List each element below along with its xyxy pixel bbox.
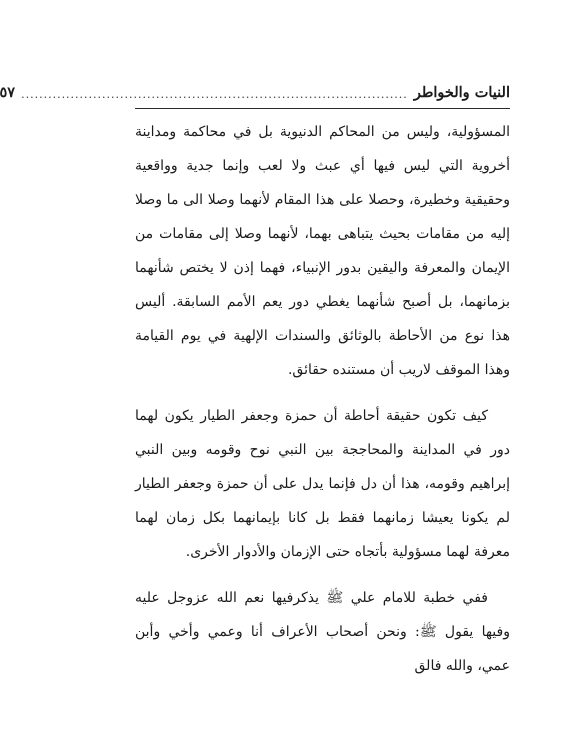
paragraph-2: كيف تكون حقيقة أحاطة أن حمزة وجعفر الطيار يكون لهما دور في المداينة والمحاججة بين النبي نوح وقومه وبين النبي إبراهيم وقومه، هذا أن دل فإنما يدل على أن حمزة وجعفر الطيار لم يكونا يعيشا زمانهما فقط بل كانا بإيمانهما بكل زمان لهما معرفة لهما مسؤولية بأتجاه حتى الإزمان والأدوار الأخرى. [135, 408, 510, 560]
paragraph-1: المسؤولية، وليس من المحاكم الدنيوية بل في محاكمة ومداينة أخروية التي ليس فيها أي عبث ولا لعب وإنما جدية وواقعية وحقيقية وخطيرة، وحصلا على هذا المقام لأنهما وصلا الى ما وصلا إليه من مقامات بحيث يتباهى بهما، لأنهما وصلا إلى مقامات من الإيمان والمعرفة واليقين بدور الإنبياء، فهما إذن لا يختص شأنهما بزمانهما، بل أصبح شأنهما يغطي دور يعم الأمم السابقة. أليس هذا نوع من الأحاطة بالوثائق والسندات الإلهية في يوم القيامة وهذا الموقف لاريب أن مستنده حقائق. [135, 124, 510, 378]
header-leader-dots: ...................................................................................... [21, 87, 408, 101]
paragraph-3: ففي خطبة للامام علي ﷺ يذكرفيها نعم الله عزوجل عليه وفيها يقول ﷺ: ونحن أصحاب الأعراف أنا وعمي وأخي وأبن عمي، والله فالق [135, 590, 510, 674]
body-text [135, 115, 510, 695]
header-title: النيات والخواطر [413, 83, 510, 101]
page-number: ٥٧ [0, 83, 16, 101]
running-header [0, 78, 510, 109]
